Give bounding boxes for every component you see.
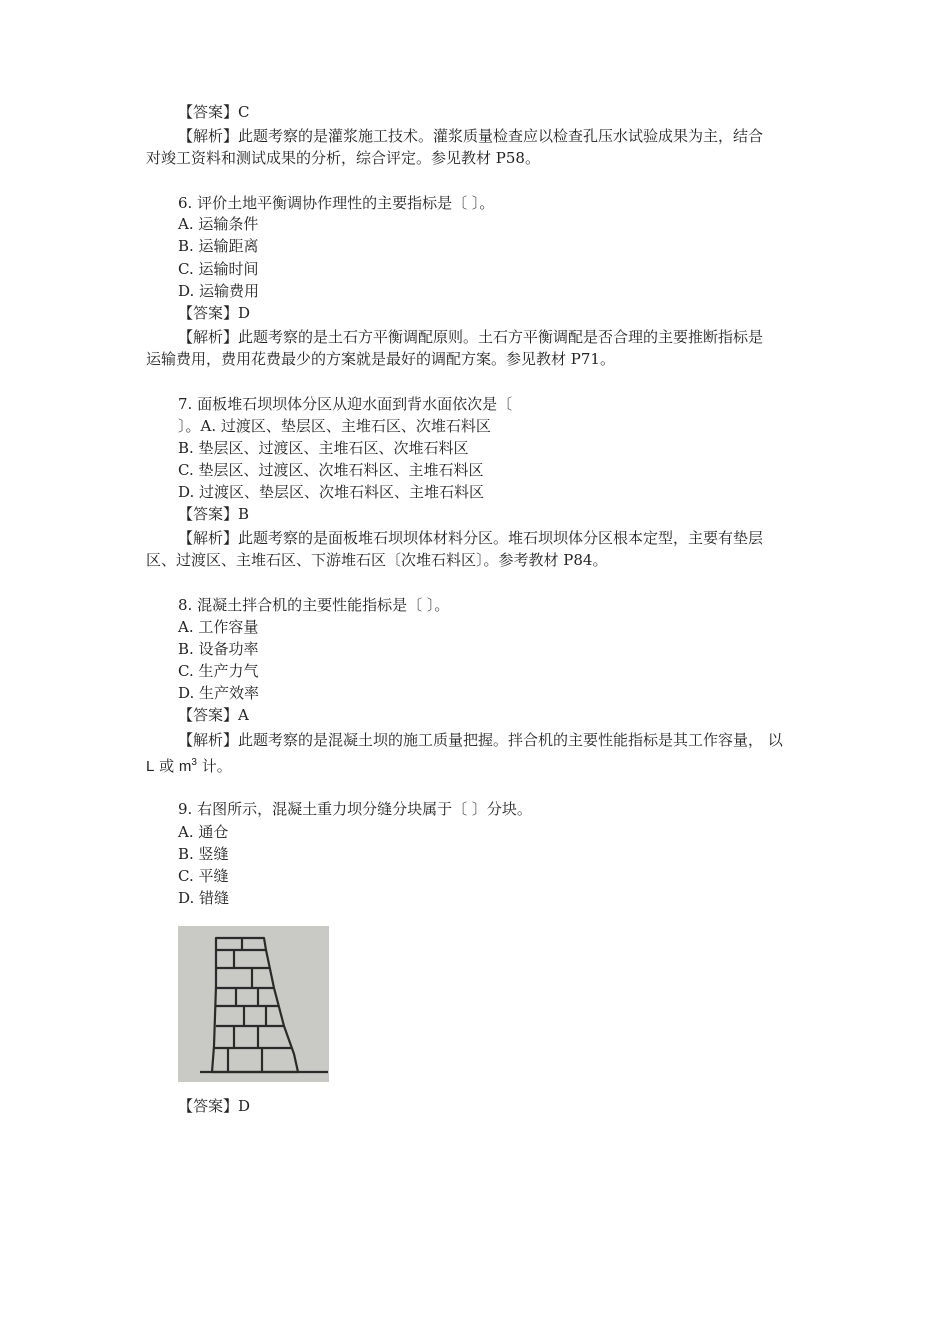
q9-stem: 9. 右图所示，混凝土重力坝分缝分块属于〔 〕分块。 [178,800,532,818]
q6-analysis-line2: 运输费用，费用花费最少的方案就是最好的调配方案。参见教材 P71。 [146,350,615,368]
dam-joint-diagram [178,926,329,1082]
q7-option-d: D. 过渡区、垫层区、次堆石料区、主堆石料区 [178,483,485,501]
q7-analysis-line2: 区、过渡区、主堆石区、下游堆石区〔次堆石料区〕。参考教材 P84。 [146,551,608,569]
q8-option-c: C. 生产力气 [178,662,259,680]
q6-answer: 【答案】D [178,304,251,322]
q7-stem-line1: 7. 面板堆石坝坝体分区从迎水面到背水面依次是〔 [178,395,513,413]
q8-analysis-line2: L 或 $m^3$ 计。 [146,757,232,775]
q6-analysis-line1: 【解析】此题考察的是土石方平衡调配原则。土石方平衡调配是否合理的主要推断指标是 [178,328,764,346]
q9-option-d: D. 错缝 [178,889,230,907]
q7-analysis-line1: 【解析】此题考察的是面板堆石坝坝体材料分区。堆石坝坝体分区根本定型，主要有垫层 [178,529,764,547]
q8-option-a: A. 工作容量 [178,618,259,636]
q9-answer: 【答案】D [178,1097,251,1115]
dam-joint-figure [178,926,329,1082]
q6-option-a: A. 运输条件 [178,215,259,233]
q6-option-c: C. 运输时间 [178,260,259,278]
q8-option-d: D. 生产效率 [178,684,260,702]
q9-option-b: B. 竖缝 [178,845,229,863]
q6-option-b: B. 运输距离 [178,237,259,255]
q6-stem: 6. 评价土地平衡调协作理性的主要指标是〔 〕。 [178,194,495,212]
q5-answer: 【答案】C [178,103,250,121]
q9-option-a: A. 通仓 [178,823,229,841]
q9-option-c: C. 平缝 [178,867,229,885]
q6-option-d: D. 运输费用 [178,282,260,300]
q7-option-c: C. 垫层区、过渡区、次堆石料区、主堆石料区 [178,461,484,479]
q5-analysis-line1: 【解析】此题考察的是灌浆施工技术。灌浆质量检查应以检查孔压水试验成果为主，结合 [178,127,764,145]
q7-answer: 【答案】B [178,505,250,523]
q8-analysis-line1: 【解析】此题考察的是混凝土坝的施工质量把握。拌合机的主要性能指标是其工作容量， 以 [178,731,783,749]
q5-analysis-line2: 对竣工资料和测试成果的分析，综合评定。参见教材 P58。 [146,149,540,167]
q8-stem: 8. 混凝土拌合机的主要性能指标是〔 〕。 [178,596,450,614]
q7-stem-line2: 〕。A. 过渡区、垫层区、主堆石区、次堆石料区 [178,417,491,435]
q7-option-b: B. 垫层区、过渡区、主堆石区、次堆石料区 [178,439,469,457]
q8-answer: 【答案】A [178,706,249,724]
q8-option-b: B. 设备功率 [178,640,259,658]
